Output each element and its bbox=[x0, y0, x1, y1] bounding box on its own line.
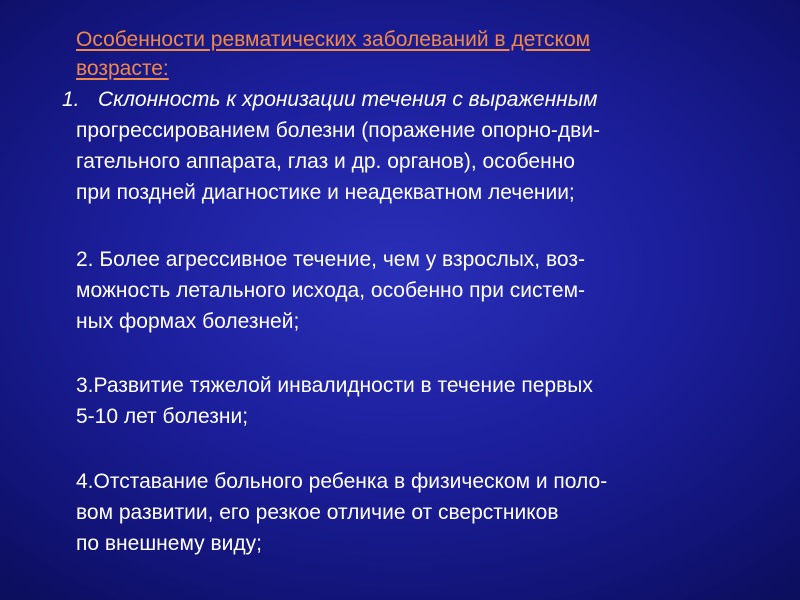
list-item-2-line-2: можность летального исхода, особенно при систем- bbox=[76, 279, 586, 302]
title-line-2: возрасте: bbox=[76, 57, 169, 80]
list-item-4 bbox=[76, 466, 796, 559]
list-item-4-line-3: по внешнему виду; bbox=[76, 532, 262, 555]
list-item-1-number: 1. bbox=[62, 88, 80, 111]
list-item-1-line-1: Склонность к хронизации течения с выраженным bbox=[98, 88, 598, 111]
list-item-1-line-3: гательного аппарата, глаз и др. органов), особенно bbox=[76, 150, 575, 173]
list-item-1 bbox=[62, 84, 796, 208]
list-item-3-line-2: 5-10 лет болезни; bbox=[76, 405, 249, 428]
list-item-1-line-2: прогрессированием болезни (поражение опорно-дви- bbox=[76, 119, 601, 142]
list-item-1-line-4: при поздней диагностике и неадекватном лечении; bbox=[76, 181, 575, 204]
title-line-1: Особенности ревматических заболеваний в детском bbox=[76, 28, 591, 51]
list-item-2 bbox=[76, 244, 796, 337]
list-item-4-line-1: 4.Отставание больного ребенка в физическом и поло- bbox=[76, 470, 608, 493]
list-item-4-line-2: вом развитии, его резкое отличие от сверстников bbox=[76, 501, 559, 524]
list-item-2-line-3: ных формах болезней; bbox=[76, 310, 300, 333]
list-item-3-line-1: 3.Развитие тяжелой инвалидности в течение первых bbox=[76, 374, 593, 397]
list-item-2-line-1: 2. Более агрессивное течение, чем у взрослых, воз- bbox=[76, 248, 585, 271]
slide-title bbox=[76, 25, 756, 83]
list-item-3 bbox=[76, 370, 796, 432]
